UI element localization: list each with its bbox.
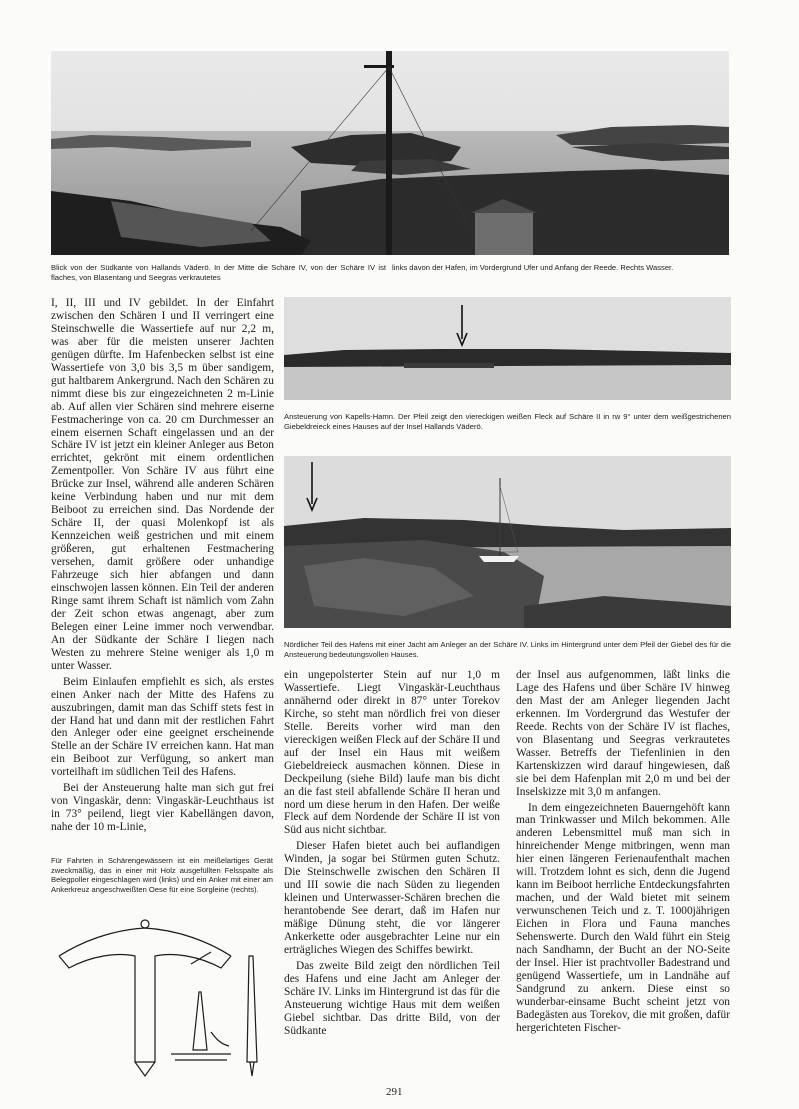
caption-top-left: Blick von der Südkante von Hallands Väderö. In der Mitte die Schäre IV, von der Schäre IV ist flaches, von Blasentang und Seegras verkrautetes [51, 263, 386, 282]
paragraph: Bei der Ansteuerung halte man sich gut frei von Vingaskär, denn: Vingaskär-Leuchthaus ist in 73° peilend, liegt vier Kabellängen davon, nahe der 10 m-Linie, [51, 782, 274, 834]
caption-lower: Nördlicher Teil des Hafens mit einer Jacht am Anleger an der Schäre IV. Links im Hintergrund unter dem Pfeil der Giebel des für die Ansteuerung bedeutungsvollen Hauses. [284, 640, 731, 659]
text-column-3 [516, 669, 730, 1035]
text-column-1 [51, 297, 274, 834]
photo-northern-harbor [284, 456, 731, 628]
caption-drawing: Für Fahrten in Schärengewässern ist ein meißelartiges Gerät zweckmäßig, das in einer mit Holz ausgefüllten Felsspalte als Belegpoller eingeschlagen wird (links) und ein Anker mit einer am Ankerkreuz angeschweißten Oese für eine Sorgleine (rechts). [51, 856, 273, 894]
paragraph: In dem eingezeichneten Bauerngehöft kann man Trinkwasser und Milch bekommen. Alle anderen Lebensmittel muß man sich in hinreichender Menge mitbringen, wenn man hier einen längeren Ferienaufenthalt machen will. Trotzdem lohnt es sich, denn die Jugend kann im Beiboot herrliche Entdeckungsfahrten machen, und der Wald bietet mit seinem verwunschenen Teich und z. T. 1000jährigen Eichen in Flora und Fauna manches Sehenswerte. Durch den Wald führt ein Steig nach Sandhamn, der Bucht an der NO-Seite der Insel. Hier ist prachtvoller Badestrand und genügend Wassertiefe, um in Landnähe auf Sandgrund zu ankern. Diese einst so wunderbar-einsame Bucht scheint jetzt von Badegästen aus Torekov, die mit großen, dafür hergerichteten Fischer- [516, 801, 730, 1034]
paragraph: Das zweite Bild zeigt den nördlichen Teil des Hafens und eine Jacht am Anleger der Schäre IV. Links im Hintergrund ist das für die Ansteuerung wichtige Haus mit dem weißen Giebel sichtbar. Das dritte Bild, von der Südkante [284, 959, 500, 1037]
caption-top-right: links davon der Hafen, im Vordergrund Ufer und Anfang der Reede. Rechts Wasser. [392, 263, 674, 272]
paragraph: der Insel aus aufgenommen, läßt links die Lage des Hafens und über Schäre IV hinweg den Mast der am Anleger liegenden Jacht erkennen. Im Vordergrund das Westufer der Reede. Rechts von der Schäre IV ist flaches, von Blasentang und Seegras verkrautetes Wasser. Betreffs der Tiefenlinien in den Kartenskizzen wird darauf hingewiesen, daß sie bei dem Hafenplan mit 2,0 m und bei der Inselskizze mit 3,0 m anfangen. [516, 669, 730, 798]
photo-harbor-overview [51, 51, 729, 255]
paragraph: Beim Einlaufen empfiehlt es sich, als erstes einen Anker nach der Mitte des Hafens zu auszubringen, damit man das Schiff stets fest in der Hand hat und dann mit der restlichen Fahrt den Anleger oder eine geeignet erscheinende Stelle an der Schäre IV erreichen kann. Hat man ein Beiboot zur Verfügung, so ankert man vorteilhaft im südlichen Teil des Hafens. [51, 675, 274, 779]
text-column-2 [284, 669, 500, 1038]
paragraph: ein ungepolsterter Stein auf nur 1,0 m Wassertiefe. Liegt Vingaskär-Leuchthaus annähernd oder direkt in 87° unter Torekov Kirche, so steht man nördlich frei von dieser Stelle. Bereits vorher wird man den viereckigen weißen Fleck auf der Schäre II und auf der Insel ein Haus mit weißem Giebeldreieck ausmachen können. Diese in Deckpeilung (siehe Bild) laufe man bis dicht an die fast steil abfallende Schäre II heran und nord um diese herum in den Hafen. Der weiße Fleck auf dem Nordende der Schäre II ist von Süd aus nicht sichtbar. [284, 669, 501, 837]
photo-kapells-hamn-approach [284, 297, 731, 400]
paragraph: I, II, III und IV gebildet. In der Einfahrt zwischen den Schären I und II verringert eine Steinschwelle die Wassertiefe auf nur 2,2 m, was aber für die meisten unserer Jachten genügen dürfte. Im Hafenbecken selbst ist eine Wassertiefe von 3,0 bis 3,5 m über sandigem, gut haltbarem Ankergrund. Nach den Schären zu nimmt diese bis zur eingezeichneten 2 m-Linie ab. Auf allen vier Schären sind mehrere eiserne Festmacheringe von ca. 20 cm Durchmesser an einem eisernen Schaft eingelassen und an der Schäre IV ist jetzt ein kleiner Anleger aus Beton errichtet, gekrönt mit einem ordentlichen Zementpoller. Von Schäre IV aus führt eine Brücke zur Insel, während alle anderen Schären keine Verbindung haben und nur mit dem Beiboot zu erreichen sind. Das Nordende der Schäre II, der quasi Molenkopf ist als Kennzeichen weiß gestrichen und mit einem größeren, gut erhaltenen Festmachering versehen, damit größere oder unhandige Fahrzeuge sich hier abfangen und dann einschwojen lassen können. Ein Teil der anderen Ringe samt ihrem Schaft ist nämlich vom Zahn der Zeit schon etwas angenagt, aber zum Belegen einer Leine immer noch verwendbar. An der Südkante der Schäre I liegen nach Westen zu mehrere Steine weniger als 1,0 m unter Wasser. [51, 297, 274, 672]
page-number: 291 [386, 1086, 403, 1098]
caption-middle: Ansteuerung von Kapells-Hamn. Der Pfeil zeigt den viereckigen weißen Fleck auf Schäre II in rw 9° unter dem weißgestrichenen Giebeldreieck eines Hauses auf der Insel Hallands Väderö. [284, 412, 731, 431]
figure-bollard-and-anchor [51, 912, 273, 1082]
paragraph: Dieser Hafen bietet auch bei auflandigen Winden, ja sogar bei Stürmen guten Schutz. Die Steinschwelle zwischen den Schären II und III sowie die nach Süden zu liegenden kleinen und Unterwasser-Schären brechen die herantobende See derart, daß im Hafen nur mäßige Dünung steht, die vor längerer Ankerkette oder ausgebrachter Leine nur ein erträgliches Wiegen des Schiffes bewirkt. [284, 840, 500, 957]
